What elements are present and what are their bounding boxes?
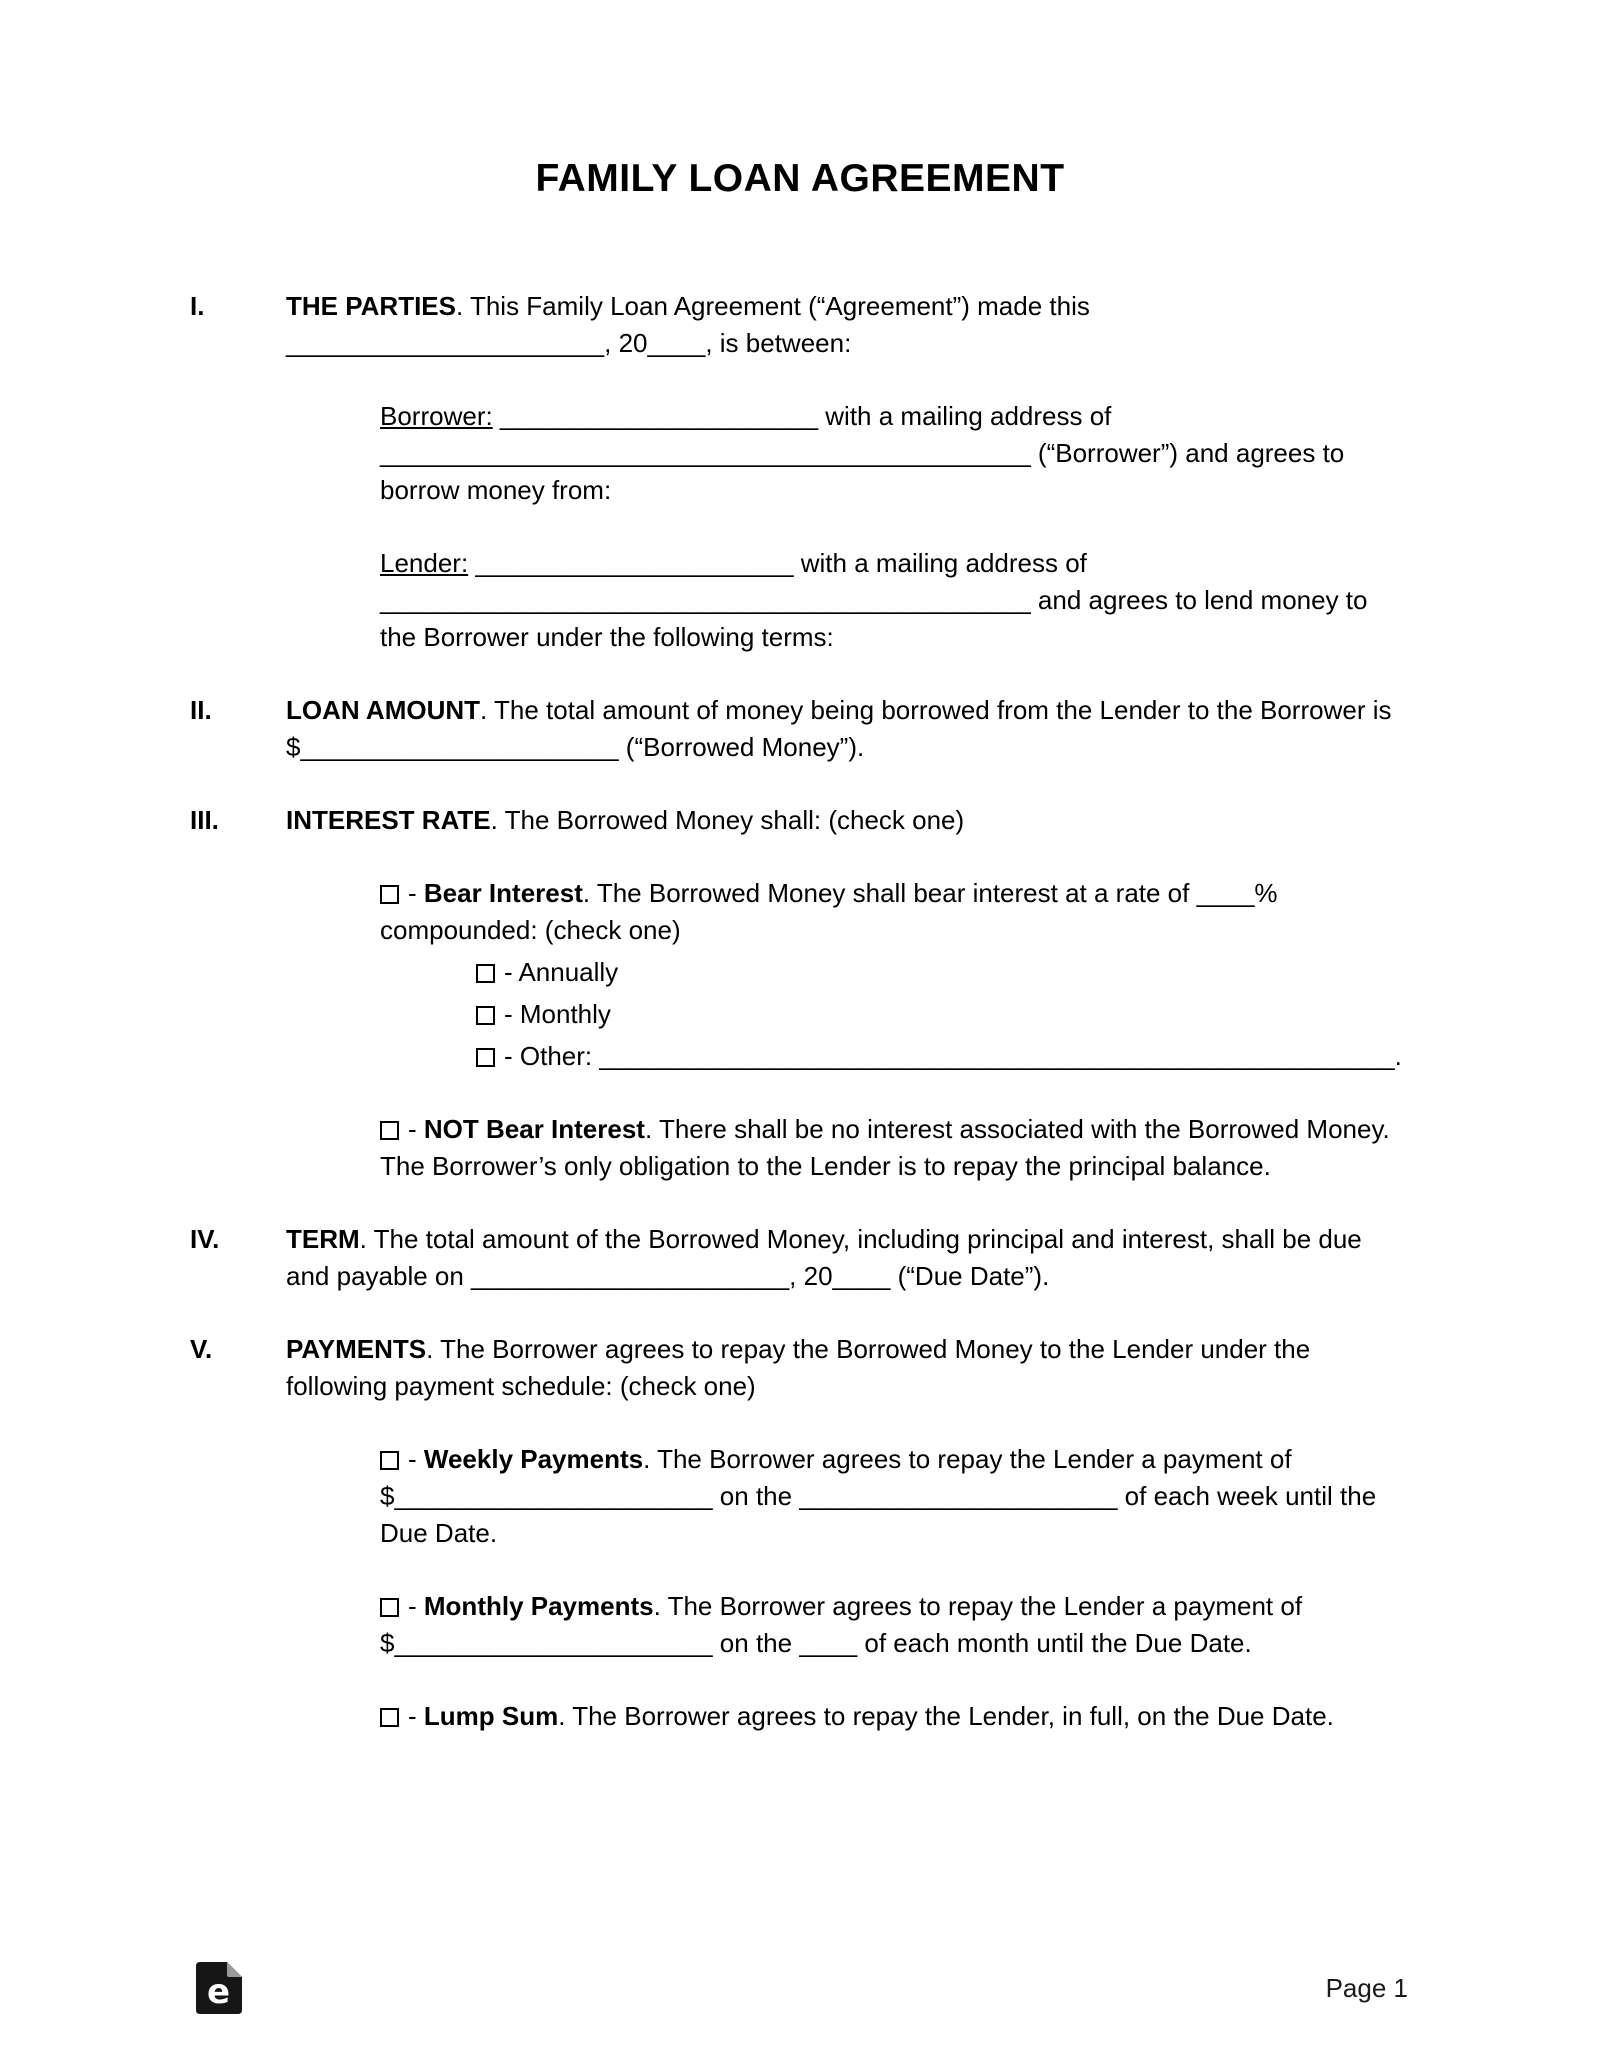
monthly-payments-checkbox[interactable] [380,1598,399,1617]
section-the-parties [190,288,1408,656]
weekly-payments-paragraph [380,1441,1408,1552]
section-loan-amount [190,692,1408,766]
annually-label: - Annually [504,957,619,987]
section-number-i: I. [190,291,205,321]
other-checkbox[interactable] [476,1048,495,1067]
monthly-payments-paragraph [380,1588,1408,1662]
not-bear-interest-paragraph [380,1111,1408,1185]
page-number: Page 1 [1325,1972,1408,2003]
annually-option [476,954,1408,991]
section-number-v: V. [190,1334,213,1364]
bear-interest-dash: - [408,878,424,908]
loan-amount-text: . The total amount of money being borrowed from the Lender to the Borrower is $______________________ (“Borrowed Money”). [286,695,1392,762]
payments-intro-paragraph [286,1331,1408,1405]
bear-interest-text: . The Borrowed Money shall bear interest at a rate of ____% compounded: (check one) [380,878,1278,945]
lump-sum-dash: - [408,1701,424,1731]
payments-intro-text: . The Borrower agrees to repay the Borrowed Money to the Lender under the following payment schedule: (check one) [286,1334,1311,1401]
section-number-ii: II. [190,695,212,725]
bear-interest-label: Bear Interest [423,878,583,908]
document-title: FAMILY LOAN AGREEMENT [535,157,1065,200]
lump-sum-paragraph [380,1698,1408,1735]
other-option [476,1038,1408,1075]
loan-amount-paragraph [286,692,1408,766]
borrower-paragraph [380,398,1408,509]
lender-paragraph [380,545,1408,656]
not-bear-interest-checkbox[interactable] [380,1121,399,1140]
interest-rate-intro-paragraph [286,802,1408,839]
section-heading-term: TERM [286,1224,360,1254]
page-footer [196,1962,1408,2014]
section-term [190,1221,1408,1295]
section-heading-the-parties: THE PARTIES [286,291,456,321]
lump-sum-label: Lump Sum [423,1701,559,1731]
section-heading-loan-amount: LOAN AMOUNT [286,695,481,725]
bear-interest-checkbox[interactable] [380,885,399,904]
not-bear-interest-text: . There shall be no interest associated with the Borrowed Money. The Borrower’s only obligation to the Lender is to repay the principal balance. [380,1114,1390,1181]
not-bear-interest-label: NOT Bear Interest [423,1114,645,1144]
lender-text: ______________________ with a mailing address of _____________________________________________ and agrees to lend money to the Borrower under the following terms: [380,548,1368,652]
weekly-payments-label: Weekly Payments [423,1444,644,1474]
weekly-payments-text: . The Borrower agrees to repay the Lender a payment of $______________________ on the ______________________ of each week until the Due Date. [380,1444,1377,1548]
monthly-payments-dash: - [408,1591,424,1621]
term-paragraph [286,1221,1408,1295]
monthly-checkbox[interactable] [476,1006,495,1025]
bear-interest-paragraph [380,875,1408,949]
lump-sum-text: . The Borrower agrees to repay the Lender, in full, on the Due Date. [558,1701,1334,1731]
monthly-option [476,996,1408,1033]
borrower-label: Borrower: [380,401,493,431]
interest-rate-intro-text: . The Borrowed Money shall: (check one) [490,805,965,835]
section-heading-interest-rate: INTEREST RATE [286,805,491,835]
weekly-payments-checkbox[interactable] [380,1451,399,1470]
section-number-iii: III. [190,805,219,835]
weekly-payments-dash: - [408,1444,424,1474]
monthly-label: - Monthly [504,999,611,1029]
parties-intro-paragraph [286,288,1408,362]
borrower-text: ______________________ with a mailing address of _____________________________________________ (“Borrower”) and agrees to borrow money from: [380,401,1345,505]
annually-checkbox[interactable] [476,964,495,983]
logo-letter: e [207,1972,231,2012]
not-bear-interest-dash: - [408,1114,424,1144]
section-payments [190,1331,1408,1735]
parties-intro-text: . This Family Loan Agreement (“Agreement”) made this ______________________, 20____, is between: [286,291,1090,358]
monthly-payments-label: Monthly Payments [423,1591,654,1621]
section-number-iv: IV. [190,1224,220,1254]
lump-sum-checkbox[interactable] [380,1708,399,1727]
section-heading-payments: PAYMENTS [286,1334,427,1364]
section-the-parties-body [286,288,1408,656]
lender-label: Lender: [380,548,469,578]
compounding-options [476,954,1408,1075]
monthly-payments-text: . The Borrower agrees to repay the Lender a payment of $______________________ on the ____ of each month until the Due Date. [380,1591,1303,1658]
document-body [190,288,1408,1735]
section-loan-amount-body [286,692,1408,766]
other-label: - Other: _______________________________________________________. [504,1041,1402,1071]
section-interest-rate-body [286,802,1408,1185]
term-text: . The total amount of the Borrowed Money, including principal and interest, shall be due and payable on ______________________, 20____ (“Due Date”). [286,1224,1362,1291]
eforms-logo [196,1962,242,2014]
section-payments-body [286,1331,1408,1735]
section-interest-rate [190,802,1408,1185]
section-term-body [286,1221,1408,1295]
